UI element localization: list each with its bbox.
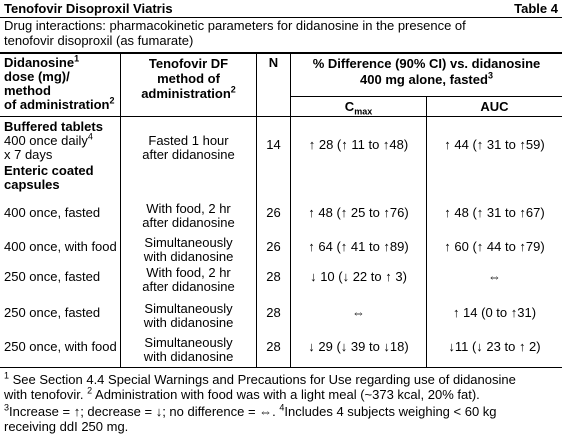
col-header-cmax: $C_{max}$ <box>344 99 373 117</box>
section-buffered-tablets: Buffered tablets <box>4 119 103 134</box>
row-3-method: Simultaneously with didanosine <box>143 235 234 264</box>
row-6-auc: ↓11 (↓ 23 to ↑ 2) <box>448 339 541 354</box>
row-2-n: 26 <box>266 205 281 220</box>
col-header-didanosine: Didanosine$^1$ dose (mg)/ method of administration$^2$ <box>4 53 115 112</box>
row-3-n: 26 <box>266 239 281 254</box>
row-4-cmax: ↓ 10 (↓ 22 to ↑ 3) <box>310 269 407 284</box>
table-caption <box>4 18 544 48</box>
row-3-auc: ↑ 60 (↑ 44 to ↑79) <box>444 239 545 254</box>
row-6-cmax: ↓ 29 (↓ 39 to ↓18) <box>308 339 409 354</box>
section-enteric-coated-capsules: Enteric coated capsules <box>4 163 94 192</box>
row-6-method: Simultaneously with didanosine <box>143 335 234 364</box>
row-4-auc: ⇔ <box>488 269 501 284</box>
row-2-dose: 400 once, fasted <box>4 205 101 220</box>
row-1-cmax: ↑ 28 (↑ 11 to ↑48) <box>308 137 409 152</box>
row-4-dose: 250 once, fasted <box>4 269 101 284</box>
row-5-dose: 250 once, fasted <box>4 305 101 320</box>
document-header <box>4 2 558 18</box>
footnote-1: $^1$ See Section 4.4 Special Warnings and Precautions for Use regarding use of didanosine with tenofovir. $^2$ Administration with food was with a light meal (~373 kcal, 20% fat). <box>4 370 516 402</box>
row-1-n: 14 <box>266 137 281 152</box>
row-1-auc: ↑ 44 (↑ 31 to ↑59) <box>444 137 545 152</box>
col-header-auc: AUC <box>480 99 509 114</box>
row-2-auc: ↑ 48 (↑ 31 to ↑67) <box>444 205 545 220</box>
footnote-3-4: $^3$Increase = ↑; decrease = ↓; no difference = ⇔. $^4$Includes 4 subjects weighing < 60 kg receiving ddI 250 mg. <box>4 402 497 434</box>
table-top-rule <box>0 52 562 54</box>
row-5-cmax: ⇔ <box>352 305 365 320</box>
row-2-cmax: ↑ 48 (↑ 25 to ↑76) <box>308 205 409 220</box>
row-3-cmax: ↑ 64 (↑ 41 to ↑89) <box>308 239 409 254</box>
col-header-tenofovir: Tenofovir DF method of administration$^2$ <box>141 56 236 101</box>
row-4-n: 28 <box>266 269 281 284</box>
header-bottom-rule <box>0 116 562 117</box>
row-4-method: With food, 2 hr after didanosine <box>142 265 235 294</box>
row-1-dose: 400 once daily$^4$ x 7 days <box>4 131 93 162</box>
col-header-percent-difference: % Difference (90% CI) vs. didanosine 400 mg alone, fasted$^3$ <box>312 56 541 87</box>
row-6-n: 28 <box>266 339 281 354</box>
table-label: Table 4 <box>514 1 558 16</box>
document-title: Tenofovir Disoproxil Viatris <box>4 1 173 16</box>
row-3-dose: 400 once, with food <box>4 239 117 254</box>
row-5-method: Simultaneously with didanosine <box>143 301 234 330</box>
caption-line-1: Drug interactions: pharmacokinetic parameters for didanosine in the presence of <box>4 18 466 33</box>
caption-line-2: tenofovir disoproxil (as fumarate) <box>4 33 194 48</box>
col-header-n: N <box>268 55 279 70</box>
row-1-method: Fasted 1 hour after didanosine <box>142 133 235 162</box>
footnote-2: Administration with food was with a light meal (~373 kcal, 20% fat). <box>92 387 480 402</box>
footnote-3: Increase = ↑; decrease = ↓; no difference = ⇔. <box>9 404 280 419</box>
row-5-n: 28 <box>266 305 281 320</box>
footnote-4: Includes 4 subjects weighing < 60 kg <box>284 404 497 419</box>
table-bottom-rule <box>0 367 562 368</box>
row-6-dose: 250 once, with food <box>4 339 117 354</box>
row-2-method: With food, 2 hr after didanosine <box>142 201 235 230</box>
row-5-auc: ↑ 14 (0 to ↑31) <box>452 305 537 320</box>
